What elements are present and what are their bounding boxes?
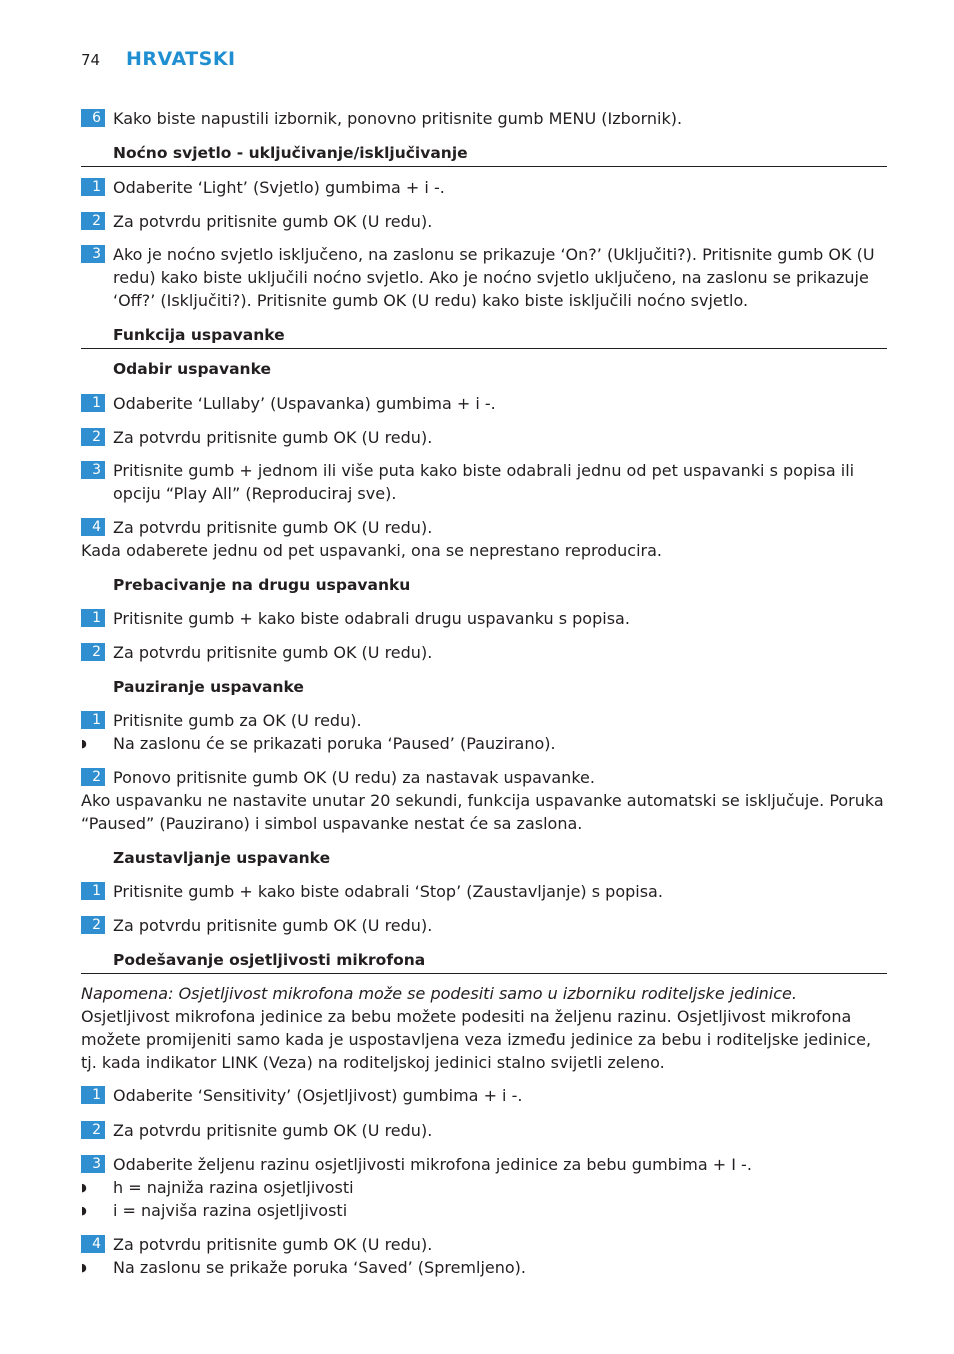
bullet-arrow-icon: ◗ [81,737,87,750]
page-header [81,48,236,72]
step-text: Odaberite željenu razinu osjetljivosti mikrofona jedinice za bebu gumbima + I -. [113,1155,752,1174]
step-text: Za potvrdu pritisnite gumb OK (U redu). [113,1121,433,1140]
step-number-badge: 3 [81,245,105,263]
step-number-badge: 1 [81,1086,105,1104]
step-text: Za potvrdu pritisnite gumb OK (U redu). [113,428,433,447]
step-1 [81,709,887,732]
step-1 [81,392,887,415]
step-1 [81,607,887,630]
step-text: Za potvrdu pritisnite gumb OK (U redu). [113,518,433,537]
section-heading-lullaby: Funkcija uspavanke [113,326,285,344]
step-text: Pritisnite gumb + kako biste odabrali ‘Stop’ (Zaustavljanje) s popisa. [113,882,663,901]
bullet-text: i = najviša razina osjetljivosti [113,1201,348,1220]
step-number-badge: 3 [81,461,105,479]
step-text: Pritisnite gumb za OK (U redu). [113,711,362,730]
step-number-badge: 1 [81,609,105,627]
step-text: Pritisnite gumb + kako biste odabrali drugu uspavanku s popisa. [113,609,630,628]
step-1 [81,176,887,199]
divider [81,166,887,167]
step-3 [81,459,887,505]
step-number-badge: 2 [81,428,105,446]
step-6 [81,107,887,130]
step-number-badge: 4 [81,1235,105,1253]
step-2 [81,426,887,449]
step-2 [81,1119,887,1142]
step-1 [81,1084,887,1107]
subheading-select-lullaby: Odabir uspavanke [113,360,271,378]
paragraph: Osjetljivost mikrofona jedinice za bebu možete podesiti na željenu razinu. Osjetljivost mikrofona možete promijeniti samo kada je uspostavljena veza između jedinice za bebu i roditeljske jedinice, tj. kada indikator LINK (Veza) na roditeljskoj jedinici stalno svijetli zeleno. [81,1007,872,1072]
step-number-badge: 4 [81,518,105,536]
bullet-text: Na zaslonu će se prikazati poruka ‘Paused’ (Pauzirano). [113,734,556,753]
step-text: Odaberite ‘Lullaby’ (Uspavanka) gumbima + i -. [113,394,496,413]
bullet-arrow-icon: ◗ [81,1204,87,1217]
step-number-badge: 2 [81,643,105,661]
subheading-stop-lullaby: Zaustavljanje uspavanke [113,849,331,867]
step-number-badge: 1 [81,178,105,196]
step-2 [81,766,887,789]
bullet-text: h = najniža razina osjetljivosti [113,1178,354,1197]
step-3 [81,1153,887,1176]
step-text: Za potvrdu pritisnite gumb OK (U redu). [113,643,433,662]
result-bullet [81,1199,887,1222]
step-text: Kako biste napustili izbornik, ponovno pritisnite gumb MENU (Izbornik). [113,109,683,128]
bullet-text: Na zaslonu se prikaže poruka ‘Saved’ (Spremljeno). [113,1258,526,1277]
step-text: Za potvrdu pritisnite gumb OK (U redu). [113,1235,433,1254]
paragraph: Kada odaberete jednu od pet uspavanki, ona se neprestano reproducira. [81,541,662,560]
step-4 [81,516,887,539]
step-text: Odaberite ‘Sensitivity’ (Osjetljivost) gumbima + i -. [113,1086,523,1105]
step-number-badge: 3 [81,1155,105,1173]
section-heading-night-light: Noćno svjetlo - uključivanje/isključivanje [113,144,468,162]
step-number-badge: 2 [81,916,105,934]
step-2 [81,641,887,664]
step-number-badge: 1 [81,394,105,412]
step-3 [81,243,887,312]
step-number-badge: 6 [81,109,105,127]
step-4 [81,1233,887,1256]
paragraph: Ako uspavanku ne nastavite unutar 20 sekundi, funkcija uspavanke automatski se isključuje. Poruka “Paused” (Pauzirano) i simbol uspavanke nestat će sa zaslona. [81,791,884,833]
step-2 [81,914,887,937]
bullet-arrow-icon: ◗ [81,1261,87,1274]
step-number-badge: 2 [81,1121,105,1139]
step-text: Ako je noćno svjetlo isključeno, na zaslonu se prikazuje ‘On?’ (Uključiti?). Pritisnite gumb OK (U redu) kako biste uključili noćno svjetlo. Ako je noćno svjetlo uključeno, na zaslonu se prikazuje ‘Off?’ (Isključiti?). Pritisnite gumb OK (U redu) kako biste isključili noćno svjetlo. [113,245,875,310]
step-2 [81,210,887,233]
result-bullet [81,1256,887,1279]
step-number-badge: 1 [81,882,105,900]
step-number-badge: 2 [81,212,105,230]
step-text: Ponovo pritisnite gumb OK (U redu) za nastavak uspavanke. [113,768,595,787]
step-number-badge: 1 [81,711,105,729]
divider [81,973,887,974]
result-bullet [81,732,887,755]
step-text: Pritisnite gumb + jednom ili više puta kako biste odabrali jednu od pet uspavanki s popisa ili opciju “Play All” (Reproduciraj sve). [113,461,855,503]
page-number: 74 [81,51,101,69]
step-text: Za potvrdu pritisnite gumb OK (U redu). [113,212,433,231]
step-text: Odaberite ‘Light’ (Svjetlo) gumbima + i -. [113,178,445,197]
bullet-arrow-icon: ◗ [81,1181,87,1194]
note-text: Napomena: Osjetljivost mikrofona može se podesiti samo u izborniku roditeljske jedinice. [81,984,797,1003]
section-heading-mic-sensitivity: Podešavanje osjetljivosti mikrofona [113,951,426,969]
result-bullet [81,1176,887,1199]
subheading-switch-lullaby: Prebacivanje na drugu uspavanku [113,576,411,594]
language-title: HRVATSKI [126,48,236,70]
subheading-pause-lullaby: Pauziranje uspavanke [113,678,304,696]
step-number-badge: 2 [81,768,105,786]
divider [81,348,887,349]
step-1 [81,880,887,903]
step-text: Za potvrdu pritisnite gumb OK (U redu). [113,916,433,935]
